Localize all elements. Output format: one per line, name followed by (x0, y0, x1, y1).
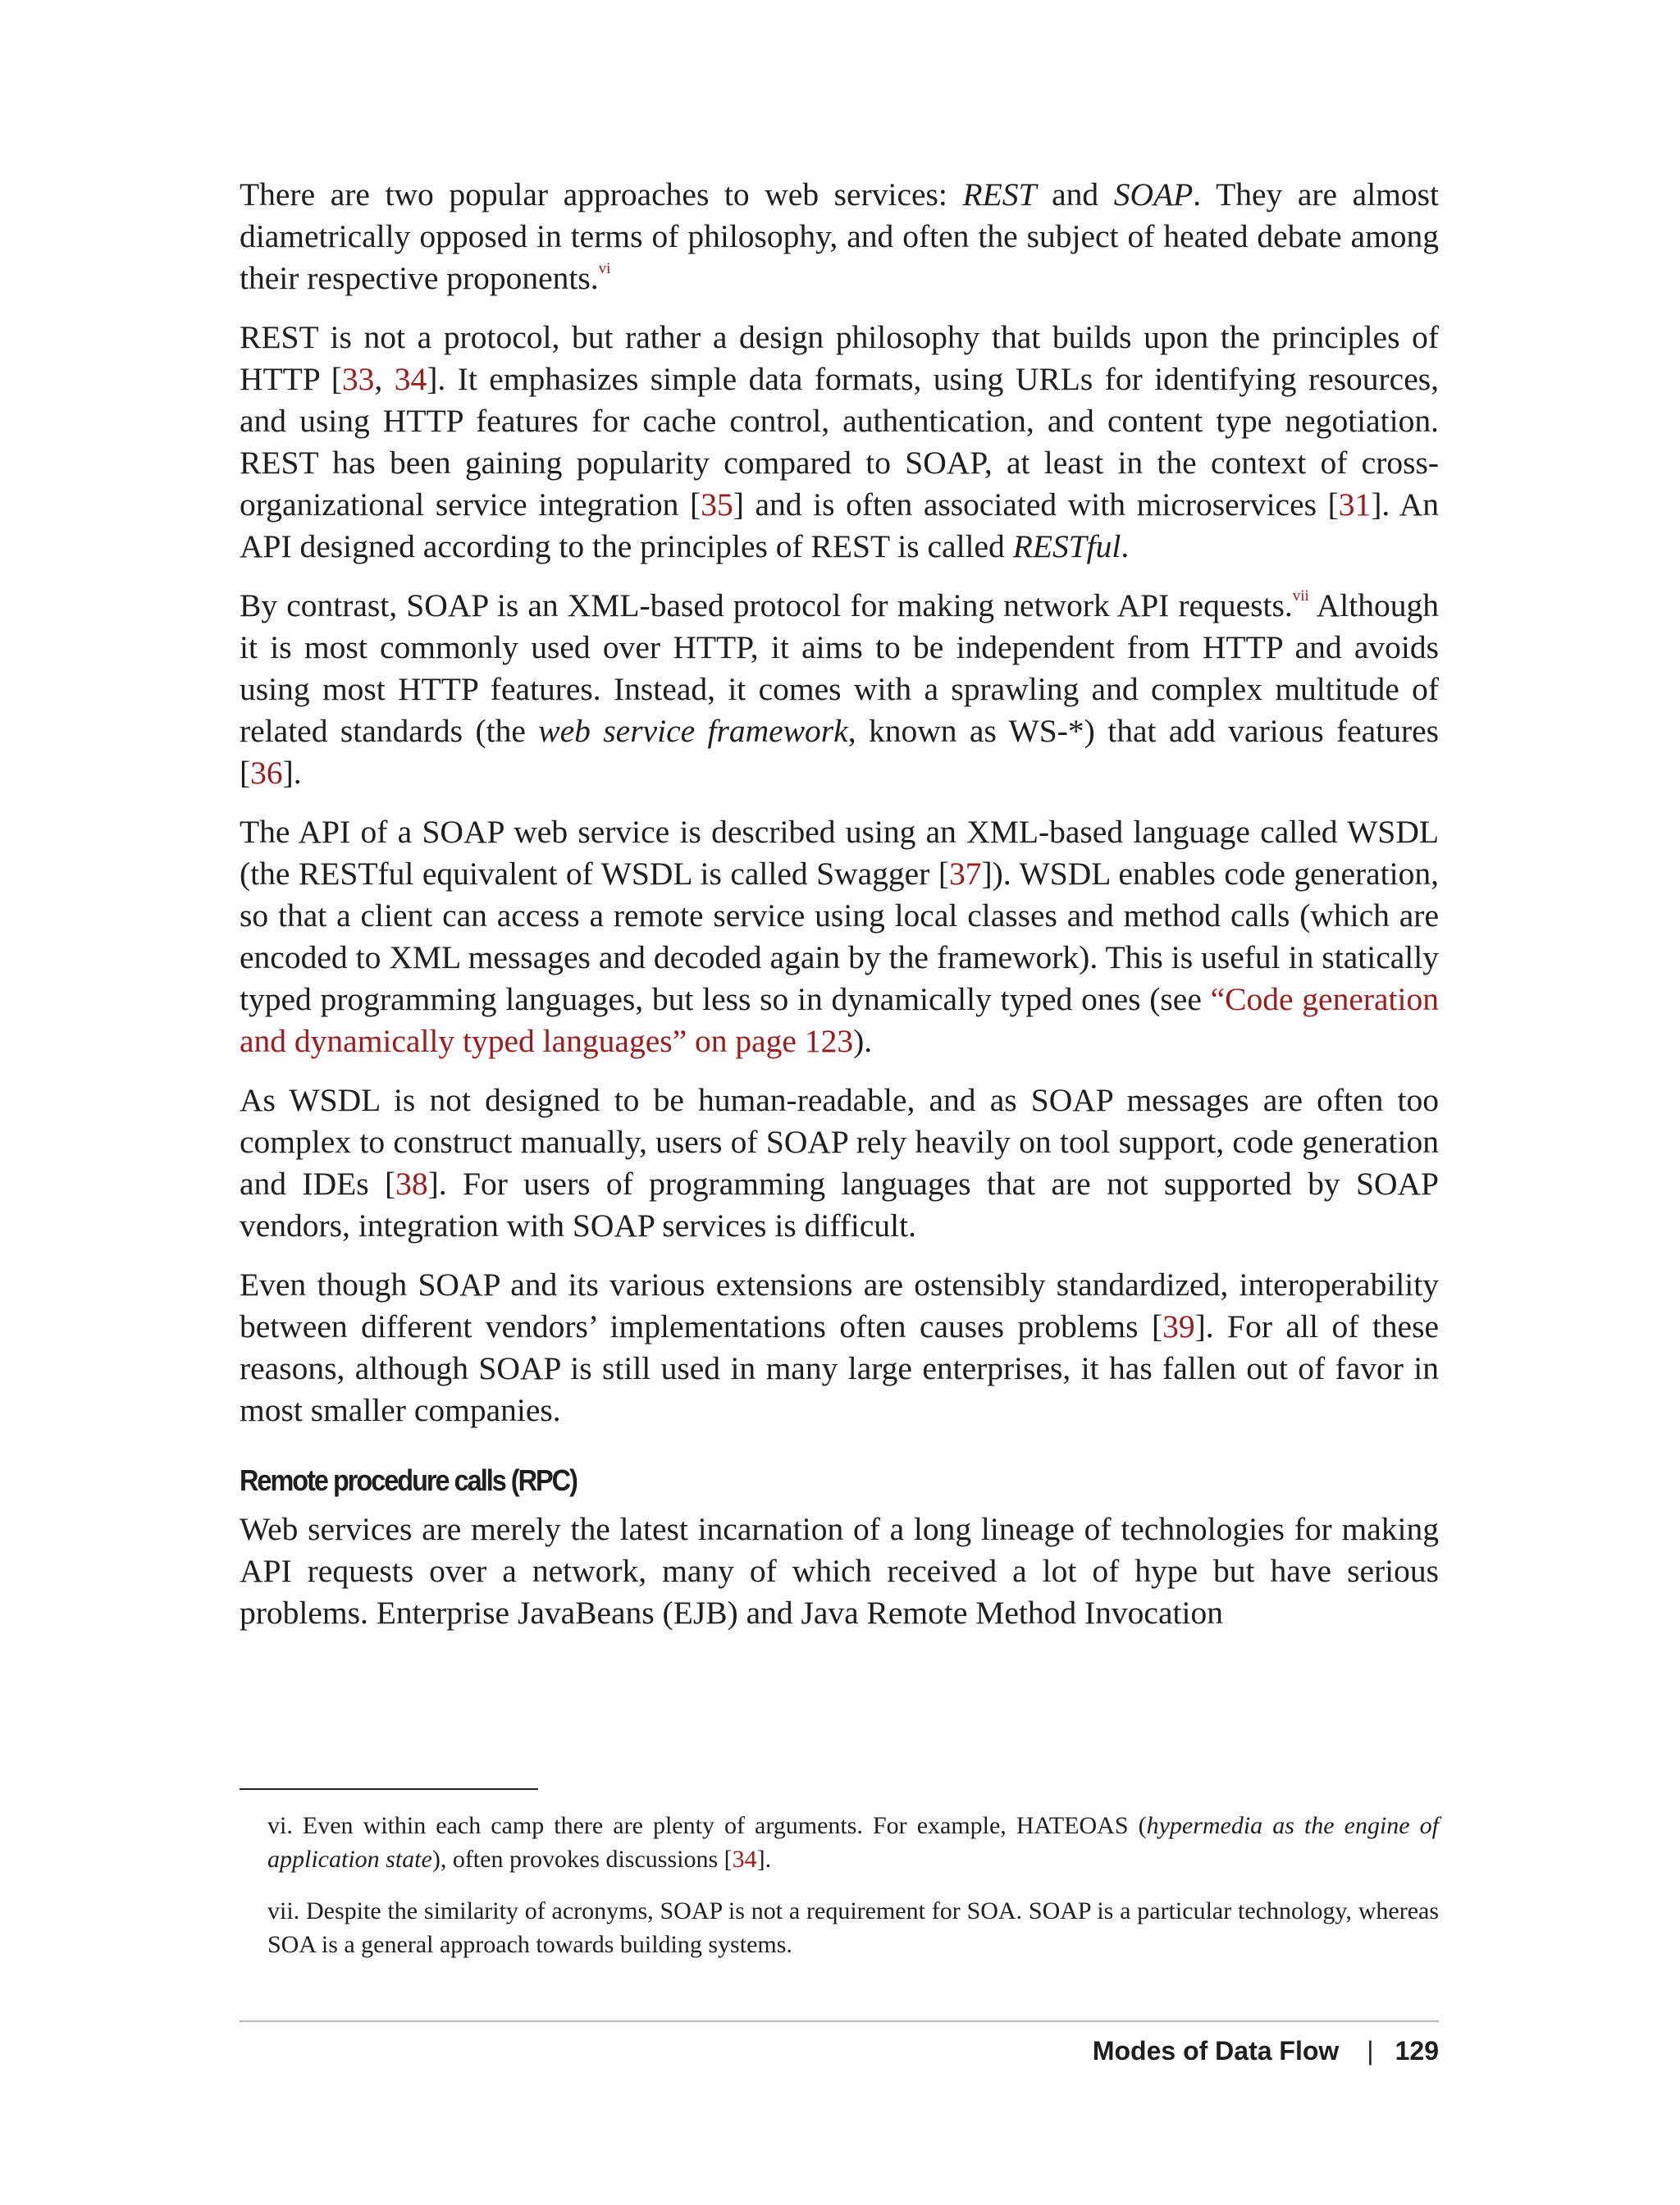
citation-link[interactable]: 36 (250, 755, 283, 791)
paragraph-tool-support (240, 1080, 1439, 1247)
paragraph-soap (240, 585, 1439, 794)
citation-link[interactable]: 34 (732, 1846, 757, 1873)
footnote-marker-vi[interactable]: vi (598, 260, 611, 277)
text-run: ]). WSDL enables code generation, so that a client can access a remote service using local classes and method calls (which are encoded to XML messages and decoded again by the framework). This is useful in statically typed programming languages, but less so in dynamically typed ones (see (240, 856, 1439, 1017)
citation-link[interactable]: 31 (1338, 486, 1372, 523)
running-footer (1093, 2033, 1439, 2069)
text-run: ), often provokes discussions [ (431, 1846, 733, 1873)
footnote-vii (267, 1894, 1439, 1961)
text-run: As WSDL is not designed to be human-readable, and as SOAP messages are often too complex to construct manually, users of SOAP rely heavily on tool support, code generation and IDEs [ (240, 1082, 1439, 1202)
text-run: , known as WS-*) that add various features [ (240, 713, 1439, 791)
text-run: Although it is most commonly used over HTTP, it aims to be independent from HTTP and avoids using most HTTP features. Instead, it comes with a sprawling and complex multitude of related standards (the (240, 587, 1439, 749)
footnote-vi (267, 1809, 1439, 1876)
text-run: ]. An API designed according to the principles of REST is called (240, 486, 1439, 564)
footer-divider (240, 2020, 1439, 2022)
text-run: Web services are merely the latest incarnation of a long lineage of technologies for making API requests over a network, many of which received a lot of hype but have serious problems. Enterprise JavaBeans (EJB) and Java Remote Method Invocation (240, 1511, 1439, 1631)
cross-reference-link[interactable]: “Code generation and dynamically typed languages” on page 123 (240, 981, 1440, 1059)
footer-separator: | (1367, 2036, 1374, 2066)
citation-link[interactable]: 39 (1162, 1308, 1195, 1344)
text-run: ). (853, 1023, 873, 1059)
text-run: ]. (282, 755, 302, 791)
term-rest: REST (962, 176, 1037, 212)
text-run: . They are almost diametrically opposed in terms of philosophy, and often the subject of heated debate among their respective proponents. (240, 176, 1439, 296)
text-run: ]. It emphasizes simple data formats, using URLs for identifying resources, and using HTTP features for cache control, authentication, and content type negotiation. REST has been gaining popularity compared to SOAP, at least in the context of cross-organizational service integration [ (240, 361, 1439, 523)
citation-link[interactable]: 34 (394, 361, 427, 397)
term-web-service-framework: web service framework (538, 713, 848, 749)
text-run: By contrast, SOAP is an XML-based protocol for making network API requests. (240, 587, 1293, 623)
footnotes (267, 1809, 1439, 1979)
section-heading-rpc: Remote procedure calls (RPC) (240, 1463, 577, 1497)
text-run: REST is not a protocol, but rather a design philosophy that builds upon the principles of HTTP [ (240, 319, 1439, 397)
text-run: vii. Despite the similarity of acronyms, SOAP is not a requirement for SOA. SOAP is a particular technology, whereas SOA is a general approach towards building systems. (267, 1897, 1439, 1958)
text-run: ]. (756, 1846, 772, 1873)
citation-link[interactable]: 35 (701, 486, 733, 523)
text-run: . (1121, 528, 1130, 564)
paragraph-rpc-intro (240, 1509, 1439, 1634)
term-soap: SOAP (1113, 176, 1194, 212)
paragraph-interoperability (240, 1264, 1439, 1431)
footnote-marker-vii[interactable]: vii (1292, 587, 1309, 605)
footnote-divider (240, 1788, 538, 1790)
text-run: ]. For users of programming languages that are not supported by SOAP vendors, integration with SOAP services is difficult. (240, 1166, 1439, 1244)
text-run: There are two popular approaches to web services: (240, 176, 963, 212)
paragraph-wsdl (240, 811, 1439, 1062)
page-number: 129 (1395, 2036, 1439, 2066)
text-run: ] and is often associated with microservices [ (733, 486, 1339, 523)
text-run: , (374, 361, 395, 397)
main-text (240, 174, 1439, 1651)
text-run: vi. Even within each camp there are plenty of arguments. For example, HATEOAS ( (267, 1812, 1147, 1839)
text-run: Even though SOAP and its various extensions are ostensibly standardized, interoperability between different vendors’ implementations often causes problems [ (240, 1267, 1439, 1344)
citation-link[interactable]: 37 (949, 856, 982, 892)
text-run: The API of a SOAP web service is described using an XML-based language called WSDL (the RESTful equivalent of WSDL is called Swagger [ (240, 814, 1439, 892)
term-restful: RESTful (1012, 528, 1121, 564)
text-run: and (1036, 176, 1114, 212)
text-run: ]. For all of these reasons, although SOAP is still used in many large enterprises, it has fallen out of favor in most smaller companies. (240, 1308, 1439, 1428)
term-hateoas-expansion: hypermedia as the engine of application state (267, 1812, 1439, 1873)
citation-link[interactable]: 38 (395, 1166, 428, 1202)
paragraph-web-services-intro (240, 174, 1439, 299)
footer-section-title: Modes of Data Flow (1092, 2036, 1340, 2066)
paragraph-rest (240, 317, 1439, 568)
citation-link[interactable]: 33 (341, 361, 375, 397)
